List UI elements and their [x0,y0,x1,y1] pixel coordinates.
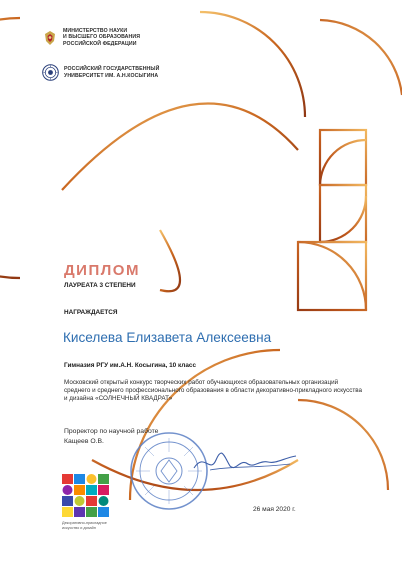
signature-scribble [190,446,300,482]
ministry-logo-row [42,28,140,47]
competition-description: Московский открытый конкурс творческих работ обучающихся образовательных организаций среднего и среднего профессионального образования в области декоративно-прикладного искусства и дизайна «СОЛНЕЧНЫЙ КВАДРАТ» [64,379,363,403]
issue-date: 26 мая 2020 г. [253,506,296,513]
signatory-role: Проректор по научной работе [64,428,159,435]
university-logo-row [42,64,159,81]
laureate-degree: ЛАУРЕАТА 3 СТЕПЕНИ [64,282,136,289]
university-seal-icon [42,64,59,81]
school-name: Гимназия РГУ им.А.Н. Косыгина, 10 класс [64,362,197,369]
ministry-name: МИНИСТЕРСТВО НАУКИ И ВЫСШЕГО ОБРАЗОВАНИЯ РОССИЙСКОЙ ФЕДЕРАЦИИ [63,28,141,47]
diploma-title: ДИПЛОМ [64,262,140,279]
solar-square-logo [62,474,110,518]
state-emblem-icon [42,30,58,46]
awarded-label: НАГРАЖДАЕТСЯ [64,309,118,316]
solar-square-caption: Декоративно-прикладное искусство и дизайн [62,521,107,530]
signatory-name: Кащеев О.В. [64,438,104,445]
recipient-name: Киселева Елизавета Алексеевна [63,330,272,345]
university-name: РОССИЙСКИЙ ГОСУДАРСТВЕННЫЙ УНИВЕРСИТЕТ ИМ. А.Н.КОСЫГИНА [64,66,160,79]
